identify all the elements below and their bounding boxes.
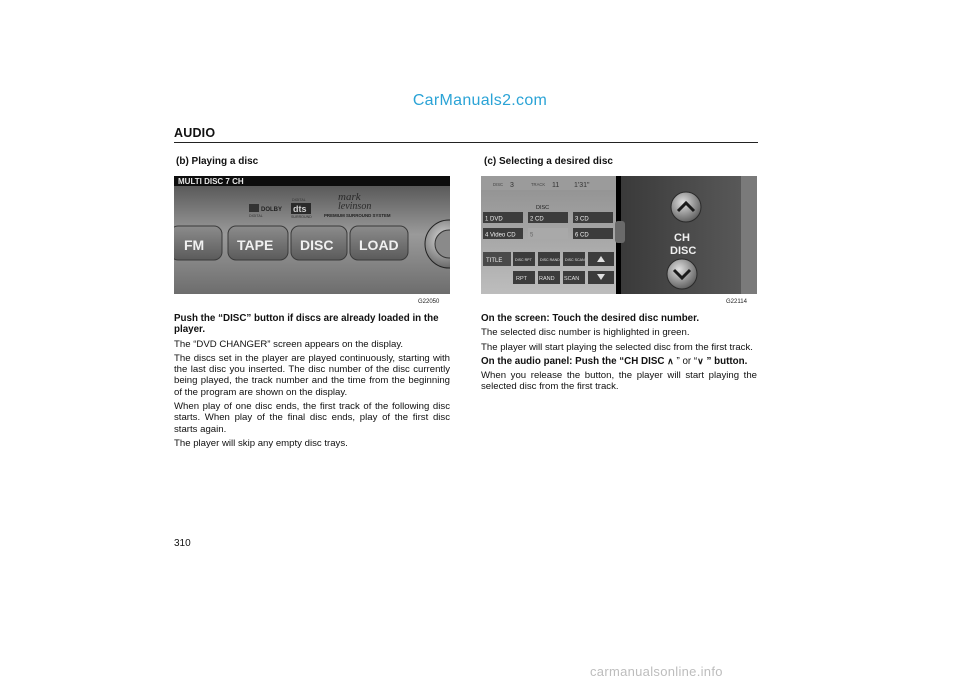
dts-sub-text: SURROUND [291, 215, 312, 219]
subhead-playing-disc: (b) Playing a disc [176, 156, 259, 167]
disc-5-label[interactable]: 5 [530, 232, 534, 239]
fm-button-label[interactable]: FM [184, 237, 205, 253]
banner-text: MULTI DISC 7 CH [178, 177, 244, 186]
ch-label: CH [674, 232, 690, 244]
disc-label-panel: DISC [670, 245, 697, 257]
disc-scan-label[interactable]: DISC SCAN [565, 258, 585, 262]
figure-audio-panel [174, 176, 450, 306]
dts-top-text: DIGITAL [292, 198, 306, 202]
track-label: TRACK [531, 182, 546, 187]
disc-tab: DISC [536, 205, 550, 211]
rand-label[interactable]: RAND [539, 276, 555, 282]
brand-line2: levinson [338, 201, 372, 212]
disc-select-illustration [481, 176, 757, 306]
scan-label[interactable]: SCAN [564, 276, 580, 282]
ch-disc-up-button[interactable] [671, 192, 701, 222]
disc-value: 3 [510, 182, 514, 189]
disc-6-label[interactable]: 6 CD [575, 232, 589, 239]
left-column-text [174, 313, 450, 452]
para-1: The “DVD CHANGER” screen appears on the display. [174, 338, 404, 350]
dolby-sub-text: DIGITAL [249, 214, 263, 218]
subhead-selecting-disc: (c) Selecting a desired disc [484, 156, 613, 167]
para-3: When play of one disc ends, the first track of the following disc starts. When play of the final disc ends, play of the first disc starts again. [174, 401, 450, 435]
ch-disc-down-button[interactable] [667, 259, 697, 289]
title-button-label[interactable]: TITLE [486, 258, 503, 264]
para-release: When you release the button, the player will start playing the selected disc from the first track. [481, 370, 757, 393]
para-4: The player will skip any empty disc trays. [174, 437, 348, 449]
track-value: 11 [552, 182, 560, 189]
disc-5-button[interactable] [528, 228, 568, 239]
rpt-label[interactable]: RPT [516, 276, 527, 282]
lead-push-disc: Push the “DISC” button if discs are already loaded in the player. [174, 313, 439, 336]
caret-down-icon: ∨ [697, 355, 704, 366]
disc-3-label[interactable]: 3 CD [575, 216, 589, 223]
right-column-text [481, 313, 757, 396]
disc-rpt-label[interactable]: DISC RPT [515, 258, 532, 262]
lead2-or: ” or “ [673, 355, 698, 367]
dolby-text: DOLBY [261, 207, 282, 213]
disc-label: DISC [493, 182, 504, 187]
disc-1-label[interactable]: 1 DVD [485, 216, 503, 223]
caret-up-icon: ∧ [667, 355, 674, 366]
lead2-ch-disc: CH DISC [624, 355, 665, 367]
figure-code: G22050 [418, 299, 440, 305]
section-header: AUDIO [174, 126, 216, 140]
figure-disc-select [481, 176, 757, 306]
load-button-label[interactable]: LOAD [359, 237, 399, 253]
brand-line1: mark [338, 191, 361, 203]
lead2-part-d: ” button. [703, 355, 748, 367]
lead-touch-disc: On the screen: Touch the desired disc number. [481, 313, 700, 324]
figure-code-right: G22114 [726, 299, 747, 305]
dolby-logo-icon [249, 204, 259, 212]
disc-2-label[interactable]: 2 CD [530, 216, 544, 223]
header-rule [174, 142, 758, 143]
watermark-top: CarManuals2.com [412, 92, 548, 109]
lead2-part-a: On the audio panel: Push the “ [481, 355, 625, 367]
audio-panel-illustration [174, 176, 450, 306]
dts-text: dts [293, 204, 307, 214]
para-highlight: The selected disc number is highlighted in green. [481, 327, 690, 339]
tape-button-label[interactable]: TAPE [237, 237, 274, 253]
time-value: 1'31" [574, 182, 590, 189]
disc-4-label[interactable]: 4 Video CD [485, 232, 516, 239]
lead-audio-panel [481, 356, 757, 367]
disc-button-label[interactable]: DISC [300, 237, 334, 253]
panel-edge [615, 221, 625, 243]
page-number: 310 [174, 538, 191, 549]
watermark-bottom: carmanualsonline.info [590, 664, 723, 679]
para-2: The discs set in the player are played continuously, starting with the last disc you inserted. The disc number of the disc currently being played, the track number and the time from the beginning of the program are shown on the display. [174, 352, 450, 398]
para-start: The player will start playing the selected disc from the first track. [481, 341, 753, 353]
brand-sub: PREMIUM SURROUND SYSTEM [324, 213, 391, 218]
disc-rand-label[interactable]: DISC RAND [540, 258, 560, 262]
